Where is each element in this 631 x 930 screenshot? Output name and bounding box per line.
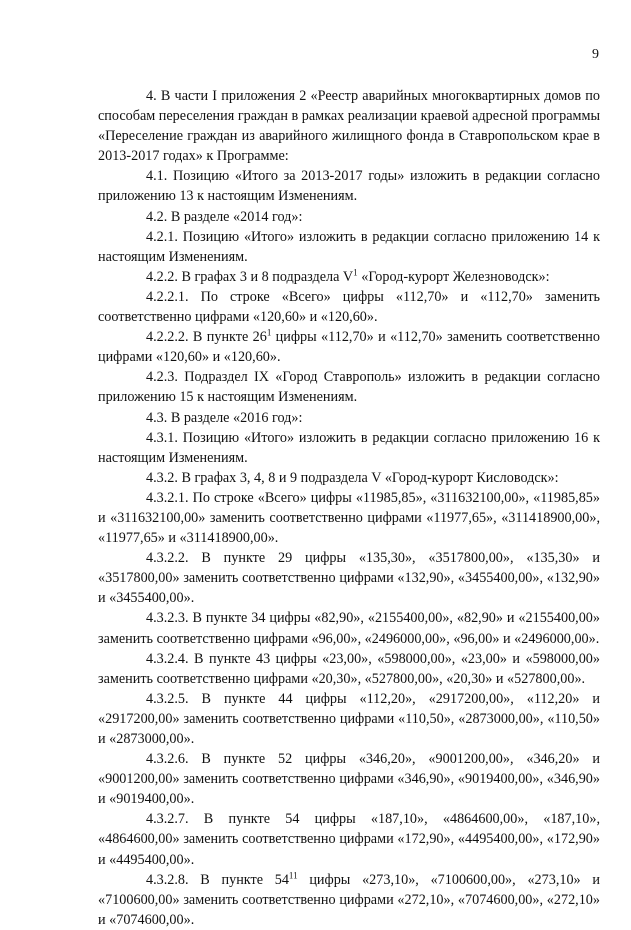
paragraph-4-3-2-7: 4.3.2.7. В пункте 54 цифры «187,10», «4864600,00», «187,10», «4864600,00» заменить соответственно цифрами «172,90», «4495400,00», «172,90» и «4495400,00». (98, 811, 600, 868)
paragraph-4-3-2-2: 4.3.2.2. В пункте 29 цифры «135,30», «3517800,00», «135,30» и «3517800,00» заменить соответственно цифрами «132,90», «3455400,00», «132,90» и «3455400,00». (98, 550, 600, 607)
paragraph-4-3-2-8 (98, 870, 600, 930)
paragraph-4-2-2-2-text: 4.2.2.2. В пункте 26 (146, 329, 267, 346)
page-number: 9 (592, 47, 599, 62)
paragraph-4-3-2-6: 4.3.2.6. В пункте 52 цифры «346,20», «9001200,00», «346,20» и «9001200,00» заменить соответственно цифрами «346,90», «9019400,00», «346,90» и «9019400,00». (98, 751, 600, 808)
paragraph-4-2-2-text-end: «Город-курорт Железноводск»: (357, 268, 550, 285)
paragraph-4-2-2-2-superscript: 1 (266, 327, 272, 338)
paragraph-4-2-2-1: 4.2.2.1. По строке «Всего» цифры «112,70» и «112,70» заменить соответственно цифрами «120,60» и «120,60». (98, 288, 600, 326)
paragraph-4-3-2: 4.3.2. В графах 3, 4, 8 и 9 подраздела V «Город-курорт Кисловодск»: (146, 469, 559, 486)
paragraph-4-2-2-superscript: 1 (353, 267, 358, 278)
document-body (98, 86, 600, 930)
paragraph-4: 4. В части I приложения 2 «Реестр аварийных многоквартирных домов по способам переселения граждан в рамках реализации краевой адресной программы «Переселение граждан из аварийного жилищного фонда в Ставропольском крае в 2013-2017 годах» к Программе: (98, 88, 600, 165)
paragraph-4-3-2-8-superscript: 11 (288, 869, 298, 880)
paragraph-4-3-2-5: 4.3.2.5. В пункте 44 цифры «112,20», «2917200,00», «112,20» и «2917200,00» заменить соответственно цифрами «110,50», «2873000,00», «110,50» и «2873000,00». (98, 690, 600, 747)
paragraph-4-2-2-text: 4.2.2. В графах 3 и 8 подраздела V (146, 268, 354, 285)
paragraph-4-3-2-1: 4.3.2.1. По строке «Всего» цифры «11985,85», «311632100,00», «11985,85» и «311632100,00» заменить соответственно цифрами «11977,65», «311418900,00», «11977,65» и «311418900,00». (98, 489, 600, 547)
paragraph-4-2-1: 4.2.1. Позицию «Итого» изложить в редакции согласно приложению 14 к настоящим Изменениям. (98, 228, 600, 265)
paragraph-4-3: 4.3. В разделе «2016 год»: (146, 409, 303, 426)
paragraph-4-2-2 (98, 267, 600, 287)
paragraph-4-2: 4.2. В разделе «2014 год»: (146, 208, 303, 225)
paragraph-4-3-2-8-text: 4.3.2.8. В пункте 54 (146, 871, 289, 888)
paragraph-4-2-2-2-text-end: цифры «112,70» и «112,70» заменить соответственно цифрами «120,60» и «120,60». (98, 329, 600, 366)
paragraph-4-1: 4.1. Позицию «Итого за 2013-2017 годы» изложить в редакции согласно приложению 13 к настоящим Изменениям. (98, 168, 600, 205)
paragraph-4-3-2-8-text-end: цифры «273,10», «7100600,00», «273,10» и «7100600,00» заменить соответственно цифрами «272,10», «7074600,00», «272,10» и «7074600,00». (98, 871, 600, 928)
paragraph-4-3-2-3: 4.3.2.3. В пункте 34 цифры «82,90», «2155400,00», «82,90» и «2155400,00» заменить соответственно цифрами «96,00», «2496000,00», «96,00» и «2496000,00». (98, 610, 600, 647)
paragraph-4-3-2-4: 4.3.2.4. В пункте 43 цифры «23,00», «598000,00», «23,00» и «598000,00» заменить соответственно цифрами «20,30», «527800,00», «20,30» и «527800,00». (98, 650, 600, 687)
paragraph-4-3-1: 4.3.1. Позицию «Итого» изложить в редакции согласно приложению 16 к настоящим Изменениям. (98, 429, 600, 466)
paragraph-4-2-2-2 (98, 327, 600, 367)
paragraph-4-2-3: 4.2.3. Подраздел IX «Город Ставрополь» изложить в редакции согласно приложению 15 к настоящим Изменениям. (98, 369, 600, 406)
